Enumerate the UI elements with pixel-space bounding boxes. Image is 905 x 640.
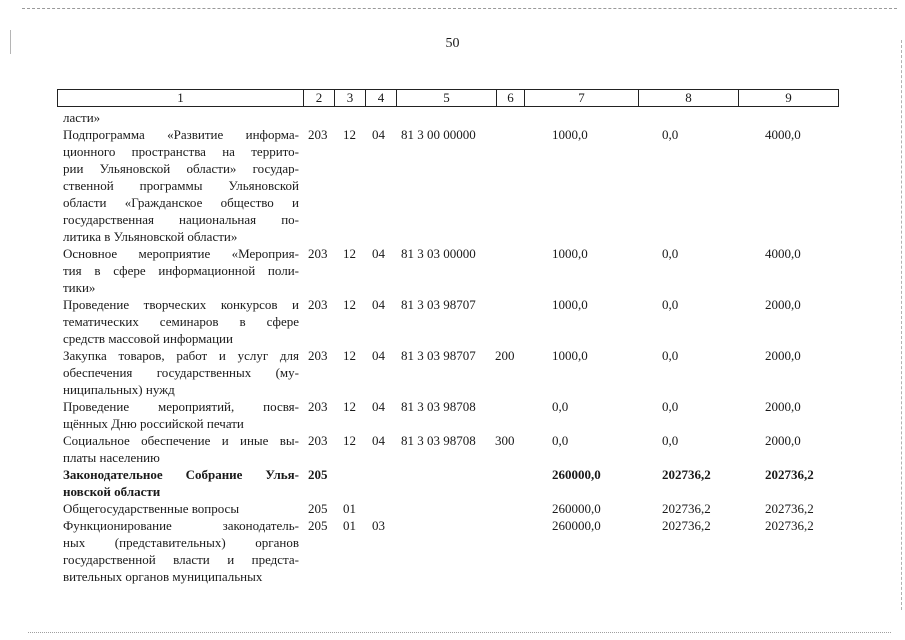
row-col-4: 04	[372, 433, 385, 448]
row-name-line: рии Ульяновской области» государ-	[63, 161, 299, 176]
row-name-line: Общегосударственные вопросы	[63, 501, 240, 516]
row-col-9: 2000,0	[765, 297, 801, 312]
row-name-line: тия в сфере информационной поли-	[63, 263, 299, 278]
budget-table	[57, 89, 839, 585]
row-name	[63, 500, 299, 517]
scan-edge-top	[22, 8, 897, 9]
row-col-7: 1000,0	[552, 348, 588, 363]
row-name-line: Социальное обеспечение и иные вы-	[63, 433, 299, 448]
row-col-9: 202736,2	[765, 467, 814, 482]
row-name-line: Основное мероприятие «Мероприя-	[63, 246, 299, 261]
row-col-8: 202736,2	[662, 467, 711, 482]
row-col-3: 12	[343, 297, 356, 312]
row-name-line: ственной программы Ульяновской	[63, 178, 299, 193]
row-name-line: Функционирование законодатель-	[63, 518, 299, 533]
table-row	[57, 432, 839, 466]
row-col-9: 4000,0	[765, 246, 801, 261]
row-col-3: 12	[343, 127, 356, 142]
row-name-line: ласти»	[63, 110, 101, 125]
row-col-8: 0,0	[662, 127, 679, 142]
row-name-line: ных (представительных) органов	[63, 535, 299, 550]
row-col-2: 205	[308, 467, 328, 482]
header-col-8: 8	[638, 90, 738, 106]
row-col-4: 04	[372, 246, 385, 261]
row-name-line: средств массовой информации	[63, 331, 233, 346]
row-name-line: тики»	[63, 280, 96, 295]
header-col-1: 1	[177, 90, 184, 105]
row-col-8: 0,0	[662, 348, 679, 363]
row-name-line: платы населению	[63, 450, 160, 465]
table-row	[57, 245, 839, 296]
row-name-line: Проведение творческих конкурсов и	[63, 297, 299, 312]
row-name-line: щённых Дню российской печати	[63, 416, 244, 431]
row-col-2: 203	[308, 433, 328, 448]
row-col-7: 1000,0	[552, 127, 588, 142]
row-col-4: 04	[372, 127, 385, 142]
row-col-2: 205	[308, 501, 328, 516]
row-name-line: вительных органов муниципальных	[63, 569, 263, 584]
row-col-3: 01	[343, 518, 356, 533]
row-col-4: 04	[372, 348, 385, 363]
row-col-3: 12	[343, 399, 356, 414]
table-row	[57, 517, 839, 585]
row-col-7: 0,0	[552, 399, 569, 414]
row-col-7: 260000,0	[552, 518, 601, 533]
row-col-3: 12	[343, 348, 356, 363]
row-name	[63, 347, 299, 398]
row-col-3: 12	[343, 246, 356, 261]
row-name-line: новской области	[63, 484, 161, 499]
row-col-8: 0,0	[662, 297, 679, 312]
table-row	[57, 296, 839, 347]
row-name-line: ционного пространства на террито-	[63, 144, 299, 159]
row-col-7: 260000,0	[552, 501, 601, 516]
table-row	[57, 500, 839, 517]
row-col-7: 1000,0	[552, 246, 588, 261]
row-col-7: 0,0	[552, 433, 569, 448]
row-name-line: Законодательное Собрание Улья-	[63, 467, 299, 482]
row-col-2: 203	[308, 399, 328, 414]
row-name	[63, 245, 299, 296]
row-col-7: 1000,0	[552, 297, 588, 312]
row-name-line: Подпрограмма «Развитие информа-	[63, 127, 299, 142]
row-col-4: 03	[372, 518, 385, 533]
row-col-9: 202736,2	[765, 501, 814, 516]
row-col-9: 2000,0	[765, 399, 801, 414]
table-row	[57, 109, 839, 126]
row-col-8: 202736,2	[662, 518, 711, 533]
row-col-9: 4000,0	[765, 127, 801, 142]
row-name-line: государственная национальная по-	[63, 212, 299, 227]
row-col-9: 2000,0	[765, 433, 801, 448]
row-col-2: 205	[308, 518, 328, 533]
row-name	[63, 126, 299, 245]
row-col-6: 200	[495, 348, 515, 363]
header-col-6: 6	[496, 90, 524, 106]
row-col-2: 203	[308, 297, 328, 312]
scan-edge-right	[901, 40, 902, 610]
row-col-5: 81 3 03 00000	[401, 246, 476, 261]
row-name-line: Проведение мероприятий, посвя-	[63, 399, 299, 414]
table-header-row	[57, 89, 839, 107]
row-name	[63, 432, 299, 466]
row-col-6: 300	[495, 433, 515, 448]
table-body	[57, 109, 839, 585]
row-col-2: 203	[308, 348, 328, 363]
row-name-line: государственной власти и предста-	[63, 552, 299, 567]
row-name	[63, 109, 299, 126]
row-col-5: 81 3 00 00000	[401, 127, 476, 142]
row-name	[63, 466, 299, 500]
row-col-5: 81 3 03 98708	[401, 433, 476, 448]
row-col-4: 04	[372, 399, 385, 414]
table-row	[57, 398, 839, 432]
row-col-9: 2000,0	[765, 348, 801, 363]
row-col-2: 203	[308, 246, 328, 261]
row-col-8: 0,0	[662, 399, 679, 414]
header-col-4: 4	[365, 90, 396, 106]
row-col-7: 260000,0	[552, 467, 601, 482]
page-number: 50	[445, 36, 460, 51]
row-name-line: литика в Ульяновской области»	[63, 229, 238, 244]
table-row	[57, 466, 839, 500]
row-col-8: 0,0	[662, 246, 679, 261]
scan-edge-bottom	[28, 632, 891, 633]
row-col-8: 202736,2	[662, 501, 711, 516]
row-name-line: Закупка товаров, работ и услуг для	[63, 348, 299, 363]
row-col-5: 81 3 03 98707	[401, 348, 476, 363]
row-name-line: тематических семинаров в сфере	[63, 314, 299, 329]
row-col-2: 203	[308, 127, 328, 142]
row-name-line: ниципальных) нужд	[63, 382, 175, 397]
row-col-3: 01	[343, 501, 356, 516]
row-name-line: обеспечения государственных (му-	[63, 365, 299, 380]
row-col-5: 81 3 03 98708	[401, 399, 476, 414]
row-name	[63, 398, 299, 432]
row-name-line: области «Гражданское общество и	[63, 195, 299, 210]
header-col-9: 9	[738, 90, 838, 106]
row-col-8: 0,0	[662, 433, 679, 448]
table-row	[57, 347, 839, 398]
row-col-4: 04	[372, 297, 385, 312]
row-col-3: 12	[343, 433, 356, 448]
header-col-3: 3	[334, 90, 365, 106]
header-col-2: 2	[303, 90, 334, 106]
header-col-5: 5	[396, 90, 496, 106]
header-col-7: 7	[524, 90, 638, 106]
table-row	[57, 126, 839, 245]
row-name	[63, 296, 299, 347]
row-col-5: 81 3 03 98707	[401, 297, 476, 312]
row-col-9: 202736,2	[765, 518, 814, 533]
row-name	[63, 517, 299, 585]
